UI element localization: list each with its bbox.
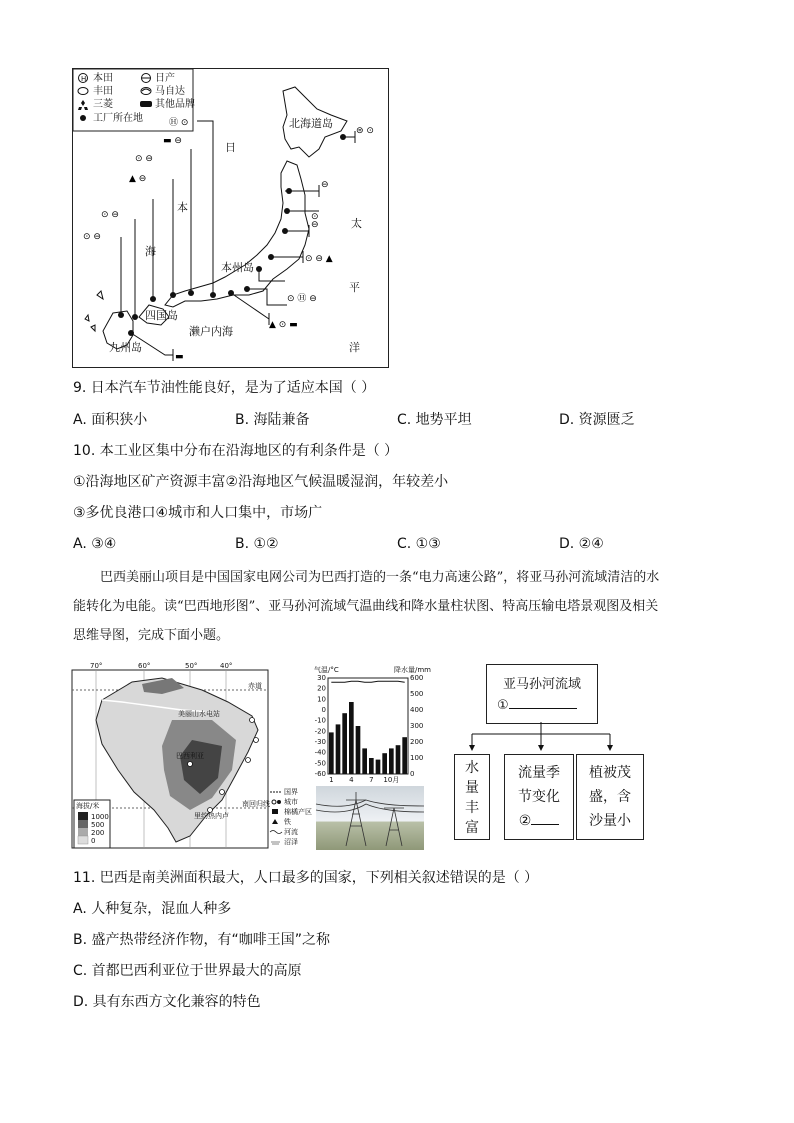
- power-tower-photo: [316, 786, 424, 850]
- svg-text:⊖: ⊖: [321, 180, 329, 190]
- precip-tick-label: 200: [410, 738, 424, 746]
- elev-0: 0: [91, 837, 96, 845]
- precip-tick-label: 0: [410, 770, 415, 778]
- child-veg-line3: 沙量小: [589, 813, 631, 829]
- legend-river: 河流: [284, 828, 298, 836]
- month-tick-label: 4: [349, 776, 354, 784]
- mindmap-root-title: 亚马孙河流域: [502, 677, 581, 692]
- q9-stem: 9. 日本汽车节油性能良好，是为了适应本国（ ）: [73, 380, 376, 396]
- svg-text:▬: ▬: [175, 352, 184, 362]
- month-tick-label: 7: [369, 776, 374, 784]
- q10-option-c[interactable]: C. ①③: [397, 536, 441, 552]
- brazil-map-svg: [72, 660, 312, 850]
- legend-label-factory: 工厂所在地: [93, 113, 143, 124]
- svg-text:⊙ ⊖: ⊙ ⊖: [83, 232, 101, 242]
- passage-line2: 能转化为电能。读“巴西地形图”、亚马孙河流域气温曲线和降水量柱状图、特高压输电塔景观图及相关: [73, 599, 659, 614]
- blank-2-label: ②: [518, 813, 532, 829]
- lon-40: 40°: [220, 662, 233, 670]
- label-ocean-tai: 太: [351, 217, 362, 230]
- temp-ticks: [315, 674, 326, 778]
- legend-label-nissan: 日产: [155, 73, 175, 84]
- label-sea-hai: 海: [145, 245, 156, 258]
- svg-text:H: H: [81, 75, 87, 83]
- precip-ticks: [410, 674, 423, 778]
- q10-stem: 10. 本工业区集中分布在沿海地区的有利条件是（ ）: [73, 443, 399, 459]
- brazil-map-figure: [72, 660, 312, 850]
- temp-tick-label: 10: [317, 695, 326, 704]
- q11-stem: 11. 巴西是南美洲面积最大，人口最多的国家，下列相关叙述错误的是（ ）: [73, 870, 539, 886]
- q9-option-c[interactable]: C. 地势平坦: [397, 412, 472, 428]
- child-veg-line1: 植被茂: [589, 765, 631, 781]
- child-flow-line1: 流量季: [518, 765, 560, 781]
- temp-tick-label: -40: [314, 748, 326, 757]
- svg-text:▲ ⊙ ▬: ▲ ⊙ ▬: [269, 320, 298, 330]
- symbol-legend: [270, 787, 312, 846]
- precip-tick-label: 500: [410, 690, 424, 698]
- q10-option-d[interactable]: D. ②④: [559, 536, 604, 552]
- climate-chart-svg: [312, 664, 440, 786]
- lon-60: 60°: [138, 662, 151, 670]
- child-water-text: 水量丰富: [465, 760, 479, 836]
- label-ocean-yang: 洋: [349, 341, 360, 354]
- precip-bar: [362, 748, 367, 774]
- japan-map-figure: [72, 68, 389, 368]
- label-sea-ri: 日: [225, 141, 236, 154]
- label-meili-dam: 美丽山水电站: [178, 710, 220, 718]
- q9-option-d[interactable]: D. 资源匮乏: [559, 412, 635, 428]
- precip-axis-label: 降水量/mm: [394, 666, 431, 674]
- svg-text:Ⓗ ⊙: Ⓗ ⊙: [169, 118, 189, 128]
- temp-tick-label: -60: [314, 770, 326, 778]
- mindmap: [450, 664, 650, 844]
- label-kyushu: 九州岛: [109, 341, 142, 354]
- temp-tick-label: 30: [317, 674, 326, 682]
- legend-iron: 铁: [284, 818, 291, 826]
- temp-tick-label: -30: [314, 738, 326, 746]
- child-flow-blank[interactable]: [505, 809, 573, 833]
- mindmap-child-water: [454, 754, 490, 840]
- label-ocean-ping: 平: [349, 281, 360, 294]
- mindmap-root: [486, 664, 598, 724]
- label-brasilia: 巴西利亚: [176, 752, 204, 760]
- q11-option-a[interactable]: A. 人种复杂，混血人种多: [73, 901, 232, 917]
- leader-lines: [121, 121, 355, 361]
- legend-border: 国界: [284, 788, 298, 796]
- q10-line1: ①沿海地区矿产资源丰富②沿海地区气候温暖湿润，年较差小: [73, 474, 449, 490]
- legend-label-toyota: 丰田: [93, 86, 113, 97]
- precip-bar: [336, 724, 341, 774]
- legend-swamp: 沼泽: [284, 838, 298, 846]
- q11-option-c[interactable]: C. 首都巴西利亚位于世界最大的高原: [73, 963, 302, 979]
- precip-bar: [402, 737, 407, 774]
- svg-text:⊙ ⊖: ⊙ ⊖: [101, 210, 119, 220]
- svg-text:⊙ Ⓗ ⊖: ⊙ Ⓗ ⊖: [287, 294, 317, 304]
- lon-50: 50°: [185, 662, 198, 670]
- elev-1000: 1000: [91, 813, 109, 821]
- q11-option-b[interactable]: B. 盛产热带经济作物，有“咖啡王国”之称: [73, 932, 331, 948]
- month-tick-label: 10月: [383, 776, 400, 784]
- mindmap-child-flow: [504, 754, 574, 840]
- legend-label-mazda: 马自达: [155, 86, 185, 97]
- q11-option-d[interactable]: D. 具有东西方文化兼容的特色: [73, 994, 261, 1010]
- mindmap-root-blank[interactable]: [487, 696, 597, 713]
- label-shikoku: 四国岛: [145, 309, 178, 322]
- legend-label-other: 其他品牌: [155, 99, 195, 110]
- elev-500: 500: [91, 821, 105, 829]
- temp-axis-label: 气温/°C: [314, 666, 339, 674]
- precip-bar: [356, 726, 361, 774]
- precip-tick-label: 600: [410, 674, 424, 682]
- temp-tick-label: -10: [314, 716, 326, 725]
- precip-bar: [342, 713, 347, 774]
- legend-label-honda: 本田: [93, 73, 113, 84]
- precip-bar: [369, 758, 374, 774]
- svg-text:⊙: ⊙: [311, 212, 319, 222]
- legend-city: 城市: [284, 798, 298, 806]
- precip-bar: [329, 732, 334, 774]
- label-equator: 赤道: [248, 682, 262, 690]
- child-flow-line2: 节变化: [518, 789, 560, 805]
- q10-line2: ③多优良港口④城市和人口集中，市场广: [73, 505, 323, 521]
- temp-tick-label: -20: [314, 727, 326, 736]
- label-honshu: 本州岛: [221, 261, 254, 274]
- precip-tick-label: 400: [410, 706, 424, 714]
- precip-tick-label: 300: [410, 722, 424, 730]
- passage-line1: 巴西美丽山项目是中国国家电网公司为巴西打造的一条“电力高速公路”，将亚马孙河流域清洁的水: [100, 570, 660, 585]
- precip-bar: [389, 748, 394, 774]
- label-hokkaido: 北海道岛: [289, 117, 333, 130]
- q10-option-a[interactable]: A. ③④: [73, 536, 117, 552]
- precip-tick-label: 100: [410, 754, 424, 762]
- label-sea-ben: 本: [177, 201, 188, 214]
- label-rio: 里约热内卢: [194, 812, 229, 820]
- legend-citrus: 棉橘产区: [284, 808, 312, 816]
- precip-bar: [396, 745, 401, 774]
- label-tropic: 南回归线: [242, 800, 270, 808]
- elev-title: 海拔/米: [76, 802, 100, 810]
- month-ticks: [329, 776, 399, 784]
- passage-line3: 思维导图，完成下面小题。: [73, 628, 230, 643]
- child-veg-line2: 盛，含: [589, 789, 631, 805]
- climate-chart-figure: [312, 664, 440, 786]
- svg-text:⊜ ⊙: ⊜ ⊙: [356, 126, 374, 136]
- elevation-legend: [74, 800, 110, 848]
- label-setouchi: 濑户内海: [189, 325, 233, 338]
- q9-option-b[interactable]: B. 海陆兼备: [235, 412, 310, 428]
- svg-text:⊙ ⊖: ⊙ ⊖: [135, 154, 153, 164]
- svg-text:▲ ⊖: ▲ ⊖: [129, 174, 147, 184]
- svg-text:⊖: ⊖: [311, 220, 319, 230]
- q10-option-b[interactable]: B. ①②: [235, 536, 279, 552]
- q9-option-a[interactable]: A. 面积狭小: [73, 412, 148, 428]
- svg-text:▬ ⊖: ▬ ⊖: [163, 136, 182, 146]
- precip-bar: [349, 702, 354, 774]
- month-tick-label: 1: [329, 776, 334, 784]
- blank-1-label: ①: [497, 698, 509, 713]
- temp-tick-label: -50: [314, 759, 326, 768]
- tower-icon: [316, 786, 424, 850]
- precip-bar: [376, 760, 381, 774]
- japan-map-svg: [73, 69, 388, 367]
- temp-tick-label: 20: [317, 684, 326, 693]
- precip-bar: [382, 753, 387, 774]
- mindmap-child-vegetation: [576, 754, 644, 840]
- mindmap-connectors: [450, 722, 650, 752]
- legend-label-mitsubishi: 三菱: [93, 99, 113, 110]
- lon-70: 70°: [90, 662, 103, 670]
- temp-tick-label: 0: [321, 706, 326, 714]
- svg-text:⊙ ⊖ ▲: ⊙ ⊖ ▲: [305, 254, 333, 264]
- elev-200: 200: [91, 829, 105, 837]
